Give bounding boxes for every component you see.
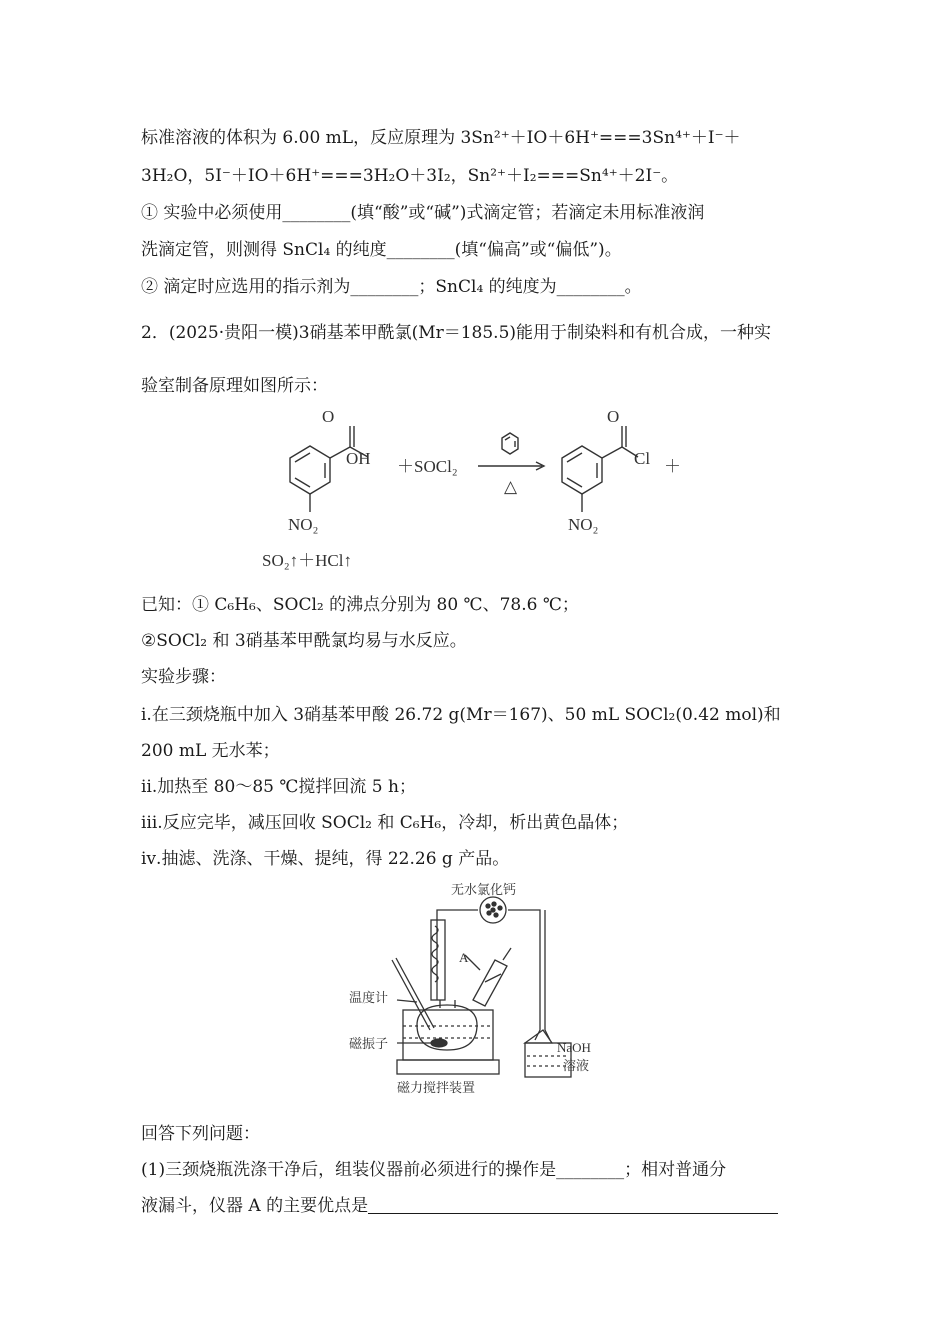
problem2-line-1: 2．(2025·贵阳一模)3硝基苯甲酰氯(Mr＝185.5)能用于制染料和有机合成，一种实	[141, 323, 772, 343]
plus-sign: ＋	[664, 457, 681, 476]
byproducts: SO₂↑＋HCl↑	[262, 551, 352, 570]
chlorine-atom: Cl	[634, 449, 651, 468]
problem2-line-2: 验室制备原理如图所示：	[141, 376, 328, 396]
answer-q1-line-2	[141, 1195, 778, 1217]
prev-line-2: 3H₂O，5I⁻＋IO＋6H⁺===3H₂O＋3I₂，Sn²⁺＋I₂===Sn⁴⁺＋2I⁻。	[141, 166, 679, 186]
thermometer	[392, 960, 430, 1030]
prev-q2-line: ② 滴定时应选用的指示剂为________；SnCl₄ 的纯度为________。	[141, 277, 642, 297]
known-line-1: 已知：① C₆H₆、SOCl₂ 的沸点分别为 80 ℃、78.6 ℃；	[141, 595, 579, 615]
drying-agent-label: 无水氯化钙	[451, 882, 517, 897]
apparatus-diagram	[345, 880, 615, 1100]
step-2: ⅱ.加热至 80～85 ℃搅拌回流 5 h；	[141, 777, 416, 797]
answer-title: 回答下列问题：	[141, 1124, 260, 1144]
step-4: ⅳ.抽滤、洗涤、干燥、提纯，得 22.26 g 产品。	[141, 849, 510, 869]
carbonyl-o-right: O	[607, 407, 620, 426]
magnetic-stirrer	[397, 1060, 499, 1074]
thermometer-label: 温度计	[349, 990, 389, 1005]
water-bath	[403, 1010, 493, 1060]
text-segment: 标准溶液的体积为 6.00 mL，反应原理为 3Sn²⁺＋IO＋6H⁺===3Sn⁴⁺＋I⁻＋	[141, 128, 741, 148]
heat-symbol: △	[504, 477, 518, 496]
naoh-label-2: 溶液	[563, 1058, 590, 1073]
reaction-scheme	[250, 400, 710, 580]
prev-q1-line-2: 洗滴定管，则测得 SnCl₄ 的纯度________(填“偏高”或“偏低”)。	[141, 240, 622, 260]
step-1-line-2: 200 mL 无水苯；	[141, 741, 280, 761]
step-1-line-1: ⅰ.在三颈烧瓶中加入 3硝基苯甲酸 26.72 g(Mr＝167)、50 mL SOCl₂(0.42 mol)和	[141, 705, 781, 725]
stir-bar-label: 磁振子	[349, 1036, 389, 1051]
nitro-group-left: NO₂	[288, 515, 319, 534]
answer-q1-line-1: (1)三颈烧瓶洗涤干净后，组装仪器前必须进行的操作是________；相对普通分	[141, 1160, 727, 1180]
known-line-2: ②SOCl₂ 和 3硝基苯甲酰氯均易与水反应。	[141, 631, 467, 651]
funnel-a	[473, 960, 507, 1006]
reagent-socl2: ＋SOCl₂	[397, 457, 458, 476]
answer-blank[interactable]	[368, 1197, 778, 1214]
step-3: ⅲ.反应完毕，减压回收 SOCl₂ 和 C₆H₆，冷却，析出黄色晶体；	[141, 813, 629, 833]
naoh-label-1: NaOH	[557, 1040, 591, 1055]
instrument-a-label: A	[459, 950, 469, 965]
oh-group: OH	[346, 449, 371, 468]
prev-line-1	[141, 127, 809, 149]
prev-q1-line-1: ① 实验中必须使用________(填“酸”或“碱”)式滴定管；若滴定未用标准液润	[141, 203, 705, 223]
nitro-group-right: NO₂	[568, 515, 599, 534]
steps-title: 实验步骤：	[141, 667, 226, 687]
carbonyl-o-left: O	[322, 407, 335, 426]
answer-q1-text: 液漏斗，仪器 A 的主要优点是	[141, 1196, 369, 1216]
stirrer-label: 磁力搅拌装置	[397, 1080, 476, 1095]
